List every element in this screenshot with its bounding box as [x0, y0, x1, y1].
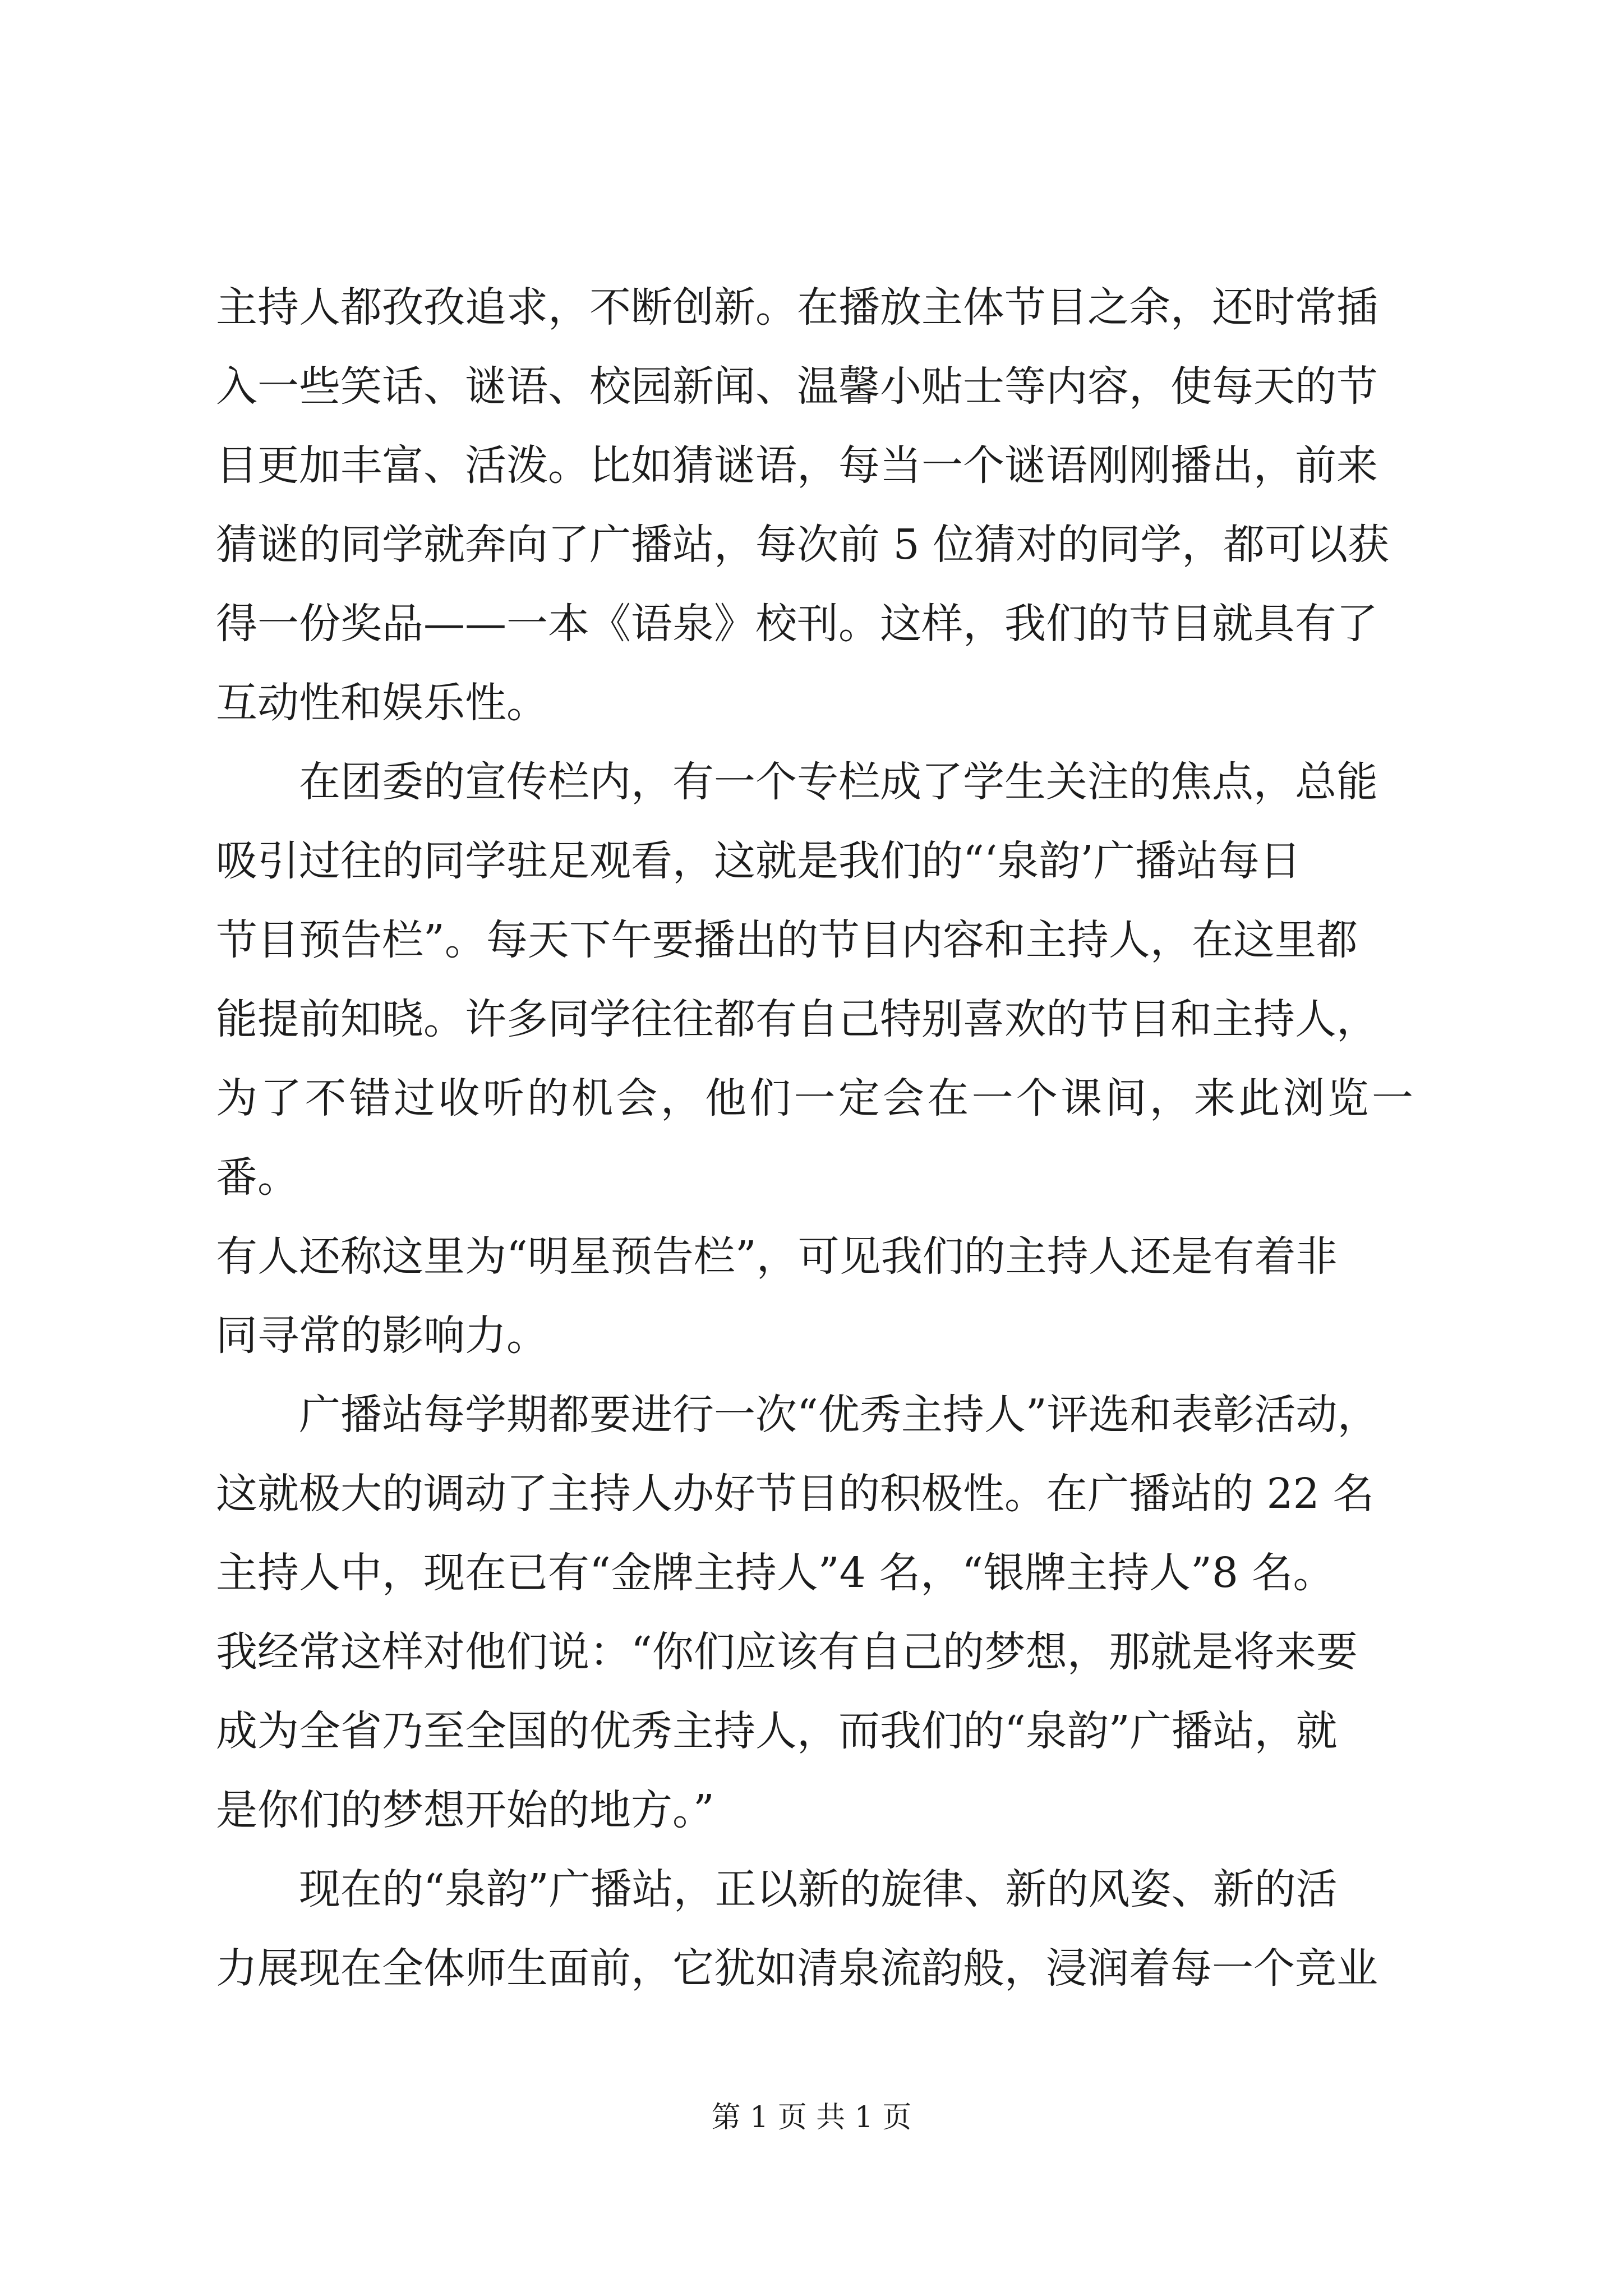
paragraph-2: 在团委的宣传栏内，有一个专栏成了学生关注的焦点，总能 吸引过往的同学驻足观看，这就是我们的“‘泉韵’广播站每日 节目预告栏”。每天下午要播出的节目内容和主持人，在这里都 能提前知晓。许多同学往往都有自己特别喜欢的节目和主持人， 为了不错过收听的机会，他们一定会在一个课间，来此浏览一番。 有人还称这里为“明星预告栏”，可见我们的主持人还是有着非 同寻常的影响力。 [216, 758, 1413, 1360]
paragraph-3: 广播站每学期都要进行一次“优秀主持人”评选和表彰活动， 这就极大的调动了主持人办好节目的积极性。在广播站的 22 名 主持人中，现在已有“金牌主持人”4 名，“银牌主持人”8 名。 我经常这样对他们说：“你们应该有自己的梦想，那就是将来要 成为全省乃至全国的优秀主持人，而我们的“泉韵”广播站，就 是你们的梦想开始的地方。” [216, 1391, 1379, 1834]
paragraph-4: 现在的“泉韵”广播站，正以新的旋律、新的风姿、新的活 力展现在全体师生面前，它犹如清泉流韵般，浸润着每一个竞业 [216, 1865, 1378, 1993]
paragraph-1: 主持人都孜孜追求，不断创新。在播放主体节目之余，还时常插 入一些笑话、谜语、校园新闻、温馨小贴士等内容，使每天的节 目更加丰富、活泼。比如猜谜语，每当一个谜语刚刚播出，前来 猜谜的同学就奔向了广播站，每次前 5 位猜对的同学，都可以获 得一份奖品——一本《语泉》校刊。这样，我们的节目就具有了 互动性和娱乐性。 [216, 283, 1390, 727]
document-body [216, 268, 1413, 2008]
page-footer: 第 1 页 共 1 页 [711, 2101, 912, 2134]
